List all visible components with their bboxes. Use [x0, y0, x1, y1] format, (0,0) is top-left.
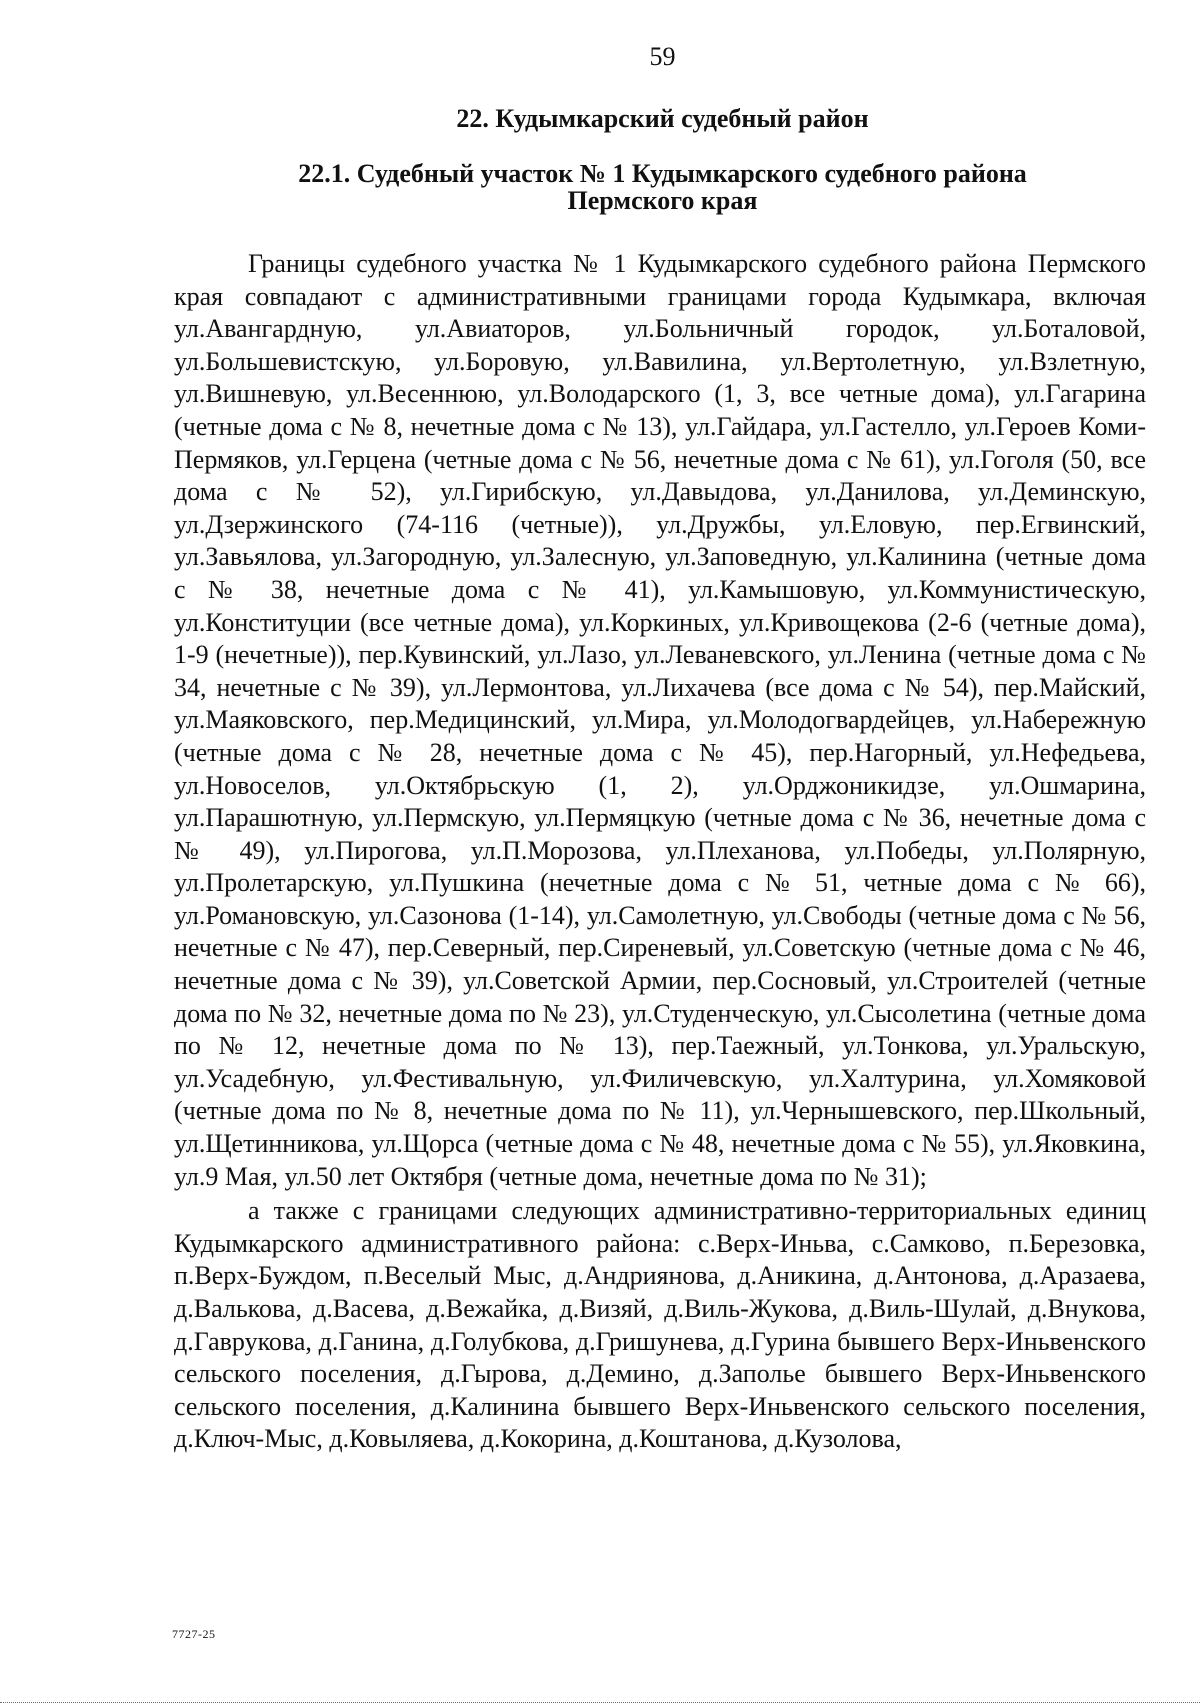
page-number: 59 — [649, 42, 676, 71]
boundary-paragraph: Границы судебного участка № 1 Кудымкарского судебного района Пермского края совпадают с административными границами города Кудымкара, включая ул.Авангардную, ул.Авиаторов, ул.Больничный городок, ул.Боталовой, ул.Большевистскую, ул.Боровую, ул.Вавилина, ул.Вертолетную, ул.Взлетную, ул.Вишневую, ул.Весеннюю, ул.Володарского (1, 3, все четные дома), ул.Гагарина (четные дома с № 8, нечетные дома с № 13), ул.Гайдара, ул.Гастелло, ул.Героев Коми-Пермяков, ул.Герцена (четные дома с № 56, нечетные дома с № 61), ул.Гоголя (50, все дома с № 52), ул.Гирибскую, ул.Давыдова, ул.Данилова, ул.Деминскую, ул.Дзержинского (74-116 (четные)), ул.Дружбы, ул.Еловую, пер.Егвинский, ул.Завьялова, ул.Загородную, ул.Залесную, ул.Заповедную, ул.Калинина (четные дома с № 38, нечетные дома с № 41), ул.Камышовую, ул.Коммунистическую, ул.Конституции (все четные дома), ул.Коркиных, ул.Кривощекова (2-6 (четные дома), 1-9 (нечетные)), пер.Кувинский, ул.Лазо, ул.Леваневского, ул.Ленина (четные дома с № 34, нечетные с № 39), ул.Лермонтова, ул.Лихачева (все дома с № 54), пер.Майский, ул.Маяковского, пер.Медицинский, ул.Мира, ул.Молодогвардейцев, ул.Набережную (четные дома с № 28, нечетные дома с № 45), пер.Нагорный, ул.Нефедьева, ул.Новоселов, ул.Октябрьскую (1, 2), ул.Орджоникидзе, ул.Ошмарина, ул.Парашютную, ул.Пермскую, ул.Пермяцкую (четные дома с № 36, нечетные дома с № 49), ул.Пирогова, ул.П.Морозова, ул.Плеханова, ул.Победы, ул.Полярную, ул.Пролетарскую, ул.Пушкина (нечетные дома с № 51, четные дома с № 66), ул.Романовскую, ул.Сазонова (1-14), ул.Самолетную, ул.Свободы (четные дома с № 56, нечетные с № 47), пер.Северный, пер.Сиреневый, ул.Советскую (четные дома с № 46, нечетные дома с № 39), ул.Советской Армии, пер.Сосновый, ул.Строителей (четные дома по № 32, нечетные дома по № 23), ул.Студенческую, ул.Сысолетина (четные дома по № 12, нечетные дома по № 13), пер.Таежный, ул.Тонкова, ул.Уральскую, ул.Усадебную, ул.Фестивальную, ул.Филичевскую, ул.Халтурина, ул.Хомяковой (четные дома по № 8, нечетные дома по № 11), ул.Чернышевского, пер.Школьный, ул.Щетинникова, ул.Щорса (четные дома с № 48, нечетные дома с № 55), ул.Яковкина, ул.9 Мая, ул.50 лет Октября (четные дома, нечетные дома по № 31); — [174, 249, 1146, 1191]
document-body — [174, 248, 1146, 1456]
territorial-units-paragraph: а также с границами следующих административно-территориальных единиц Кудымкарского административного района: с.Верх-Иньва, с.Самково, п.Березовка, п.Верх-Буждом, п.Веселый Мыс, д.Андриянова, д.Аникина, д.Антонова, д.Аразаева, д.Валькова, д.Васева, д.Вежайка, д.Визяй, д.Виль-Жукова, д.Виль-Шулай, д.Внукова, д.Гаврукова, д.Ганина, д.Голубкова, д.Гришунева, д.Гурина бывшего Верх-Иньвенского сельского поселения, д.Гырова, д.Демино, д.Заполье бывшего Верх-Иньвенского сельского поселения, д.Калинина бывшего Верх-Иньвенского сельского поселения, д.Ключ-Мыс, д.Ковыляева, д.Кокорина, д.Коштанова, д.Кузолова, — [174, 1196, 1146, 1454]
footer-document-code: 7727-25 — [172, 1627, 216, 1641]
subsection-title — [0, 160, 1200, 214]
subsection-title-line-2: Пермского края — [567, 186, 758, 215]
subsection-title-line-1: 22.1. Судебный участок № 1 Кудымкарского судебного района — [298, 159, 1027, 188]
section-title: 22. Кудымкарский судебный район — [456, 104, 869, 133]
